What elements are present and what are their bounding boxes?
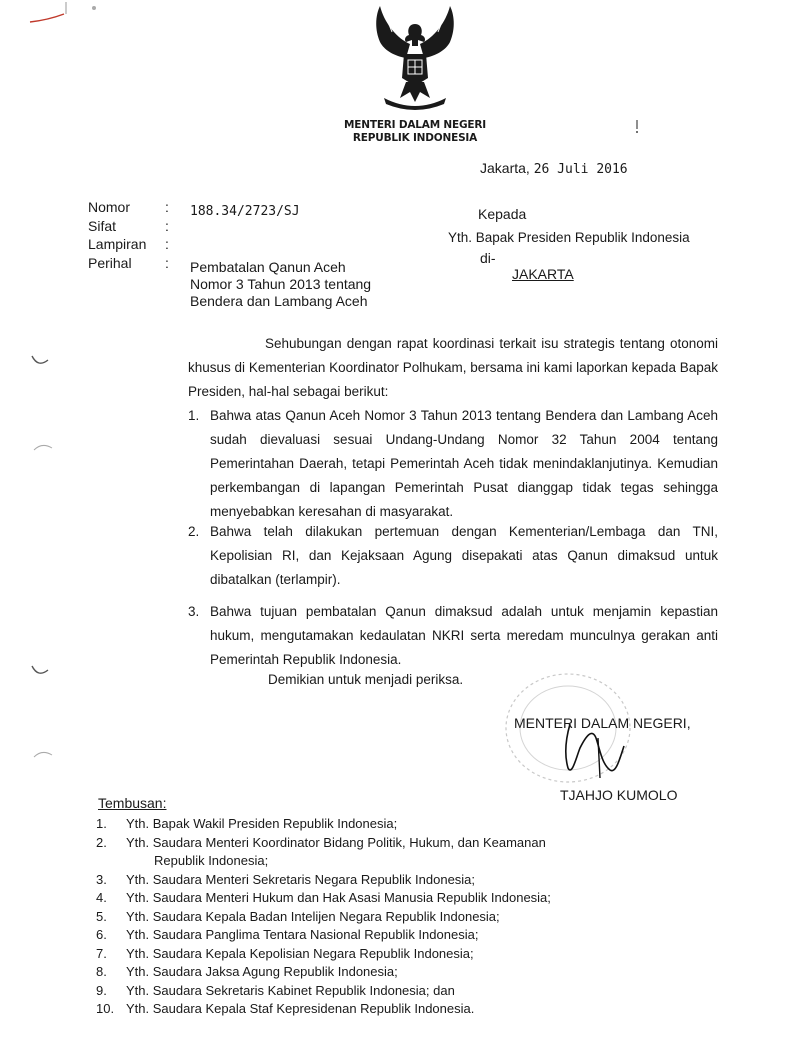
cc-item-continuation (96, 852, 656, 871)
cc-text: Yth. Saudara Kepala Badan Intelijen Negara Republik Indonesia; (126, 908, 500, 924)
ministry-letterhead (330, 119, 500, 145)
colon: : (165, 236, 169, 252)
cc-number: 5. (96, 908, 107, 924)
cc-number: 9. (96, 982, 107, 998)
cc-number: 8. (96, 964, 107, 979)
signatory-title: MENTERI DALAM NEGERI, (514, 715, 691, 731)
cc-item (96, 963, 656, 982)
place: Jakarta, (480, 160, 530, 176)
label-perihal: Perihal (88, 254, 132, 271)
stray-mark (634, 120, 640, 134)
cc-number: 2. (96, 834, 107, 850)
item-number: 2. (188, 524, 200, 539)
letter-number: 188.34/2723/SJ (190, 204, 300, 219)
cc-title: Tembusan: (98, 795, 167, 811)
item-text: Bahwa atas Qanun Aceh Nomor 3 Tahun 2013 tentang Bendera dan Lambang Aceh sudah dievaluasi sesuai Undang-Undang Nomor 32 Tahun 2004 tentang Pemerintahan Daerah, tetapi Pemerintah Aceh tidak menindaklanjutinya. Kemudian perkembangan di lapangan Pemerintah Pusat dianggap tidak tegas sehingga menyebabkan keresahan di masyarakat. (210, 408, 718, 519)
cc-item (96, 945, 656, 964)
meta-colons (165, 198, 169, 272)
cc-text: Yth. Saudara Menteri Hukum dan Hak Asasi Manusia Republik Indonesia; (126, 890, 551, 905)
meta-labels (88, 198, 146, 272)
cc-list (96, 815, 656, 1019)
handwritten-signature (540, 718, 650, 780)
list-item (188, 600, 718, 672)
label-sifat: Sifat (88, 217, 117, 234)
ministry-line-1: MENTERI DALAM NEGERI (344, 119, 486, 131)
item-text: Bahwa tujuan pembatalan Qanun dimaksud adalah untuk menjamin kepastian hukum, mengutamakan kedaulatan NKRI serta meredam munculnya gerakan anti Pemerintah Republik Indonesia. (210, 604, 718, 667)
item-number: 1. (188, 408, 200, 423)
cc-text: Republik Indonesia; (154, 853, 269, 868)
colon: : (165, 254, 169, 271)
corner-handwritten-mark (28, 0, 108, 30)
subject-line-3: Bendera dan Lambang Aceh (190, 293, 368, 309)
garuda-emblem-icon (366, 2, 464, 114)
cc-number: 10. (96, 1001, 115, 1016)
list-item (188, 520, 718, 592)
cc-text: Yth. Bapak Wakil Presiden Republik Indonesia; (126, 816, 398, 831)
closing-sentence: Demikian untuk menjadi periksa. (268, 672, 464, 687)
cc-text: Yth. Saudara Kepala Staf Kepresidenan Republik Indonesia. (126, 1001, 475, 1016)
intro-paragraph: Sehubungan dengan rapat koordinasi terkait isu strategis tentang otonomi khusus di Kementerian Koordinator Polhukam, bersama ini kami laporkan kepada Bapak Presiden, hal-hal sebagai berikut: (188, 336, 718, 399)
subject (190, 259, 371, 310)
recipient-city: JAKARTA (512, 266, 574, 282)
cc-item (96, 889, 656, 908)
cc-item (96, 982, 656, 1001)
letter-date (480, 160, 628, 177)
cc-item (96, 1000, 656, 1019)
recipient-name: Yth. Bapak Presiden Republik Indonesia (448, 230, 690, 245)
cc-item (96, 908, 656, 927)
label-lampiran: Lampiran (88, 236, 147, 252)
item-text: Bahwa telah dilakukan pertemuan dengan Kementerian/Lembaga dan TNI, Kepolisian RI, dan Kejaksaan Agung disepakati atas Qanun dimaksud untuk dibatalkan (terlampir). (210, 524, 718, 587)
colon: : (165, 217, 169, 234)
cc-item (96, 926, 656, 945)
ministry-line-2: REPUBLIK INDONESIA (352, 132, 478, 144)
cc-item (96, 815, 656, 834)
punch-hole-mark (26, 438, 56, 458)
punch-hole-mark (26, 352, 56, 372)
cc-text: Yth. Saudara Kepala Kepolisian Negara Republik Indonesia; (126, 945, 474, 961)
label-nomor: Nomor (88, 199, 131, 215)
recipient-kepada: Kepada (478, 206, 527, 222)
cc-item (96, 834, 656, 853)
cc-number: 4. (96, 890, 107, 905)
item-number: 3. (188, 604, 200, 619)
recipient-di: di- (480, 250, 496, 266)
cc-number: 1. (96, 816, 107, 831)
cc-item (96, 871, 656, 890)
cc-text: Yth. Saudara Menteri Sekretaris Negara Republik Indonesia; (126, 871, 476, 887)
punch-hole-mark (26, 662, 56, 682)
cc-number: 6. (96, 927, 107, 942)
cc-text: Yth. Saudara Sekretaris Kabinet Republik Indonesia; dan (126, 982, 455, 998)
cc-number: 3. (96, 871, 107, 887)
subject-line-2: Nomor 3 Tahun 2013 tentang (190, 276, 372, 292)
cc-text: Yth. Saudara Menteri Koordinator Bidang Politik, Hukum, dan Keamanan (126, 834, 546, 850)
colon: : (165, 199, 169, 215)
cc-text: Yth. Saudara Panglima Tentara Nasional Republik Indonesia; (126, 927, 479, 942)
list-item (188, 404, 718, 524)
cc-number: 7. (96, 945, 107, 961)
punch-hole-mark (26, 745, 56, 765)
date-value: 26 Juli 2016 (533, 162, 628, 177)
subject-line-1: Pembatalan Qanun Aceh (190, 259, 346, 275)
cc-text: Yth. Saudara Jaksa Agung Republik Indonesia; (126, 964, 398, 979)
signatory-name: TJAHJO KUMOLO (560, 787, 678, 803)
